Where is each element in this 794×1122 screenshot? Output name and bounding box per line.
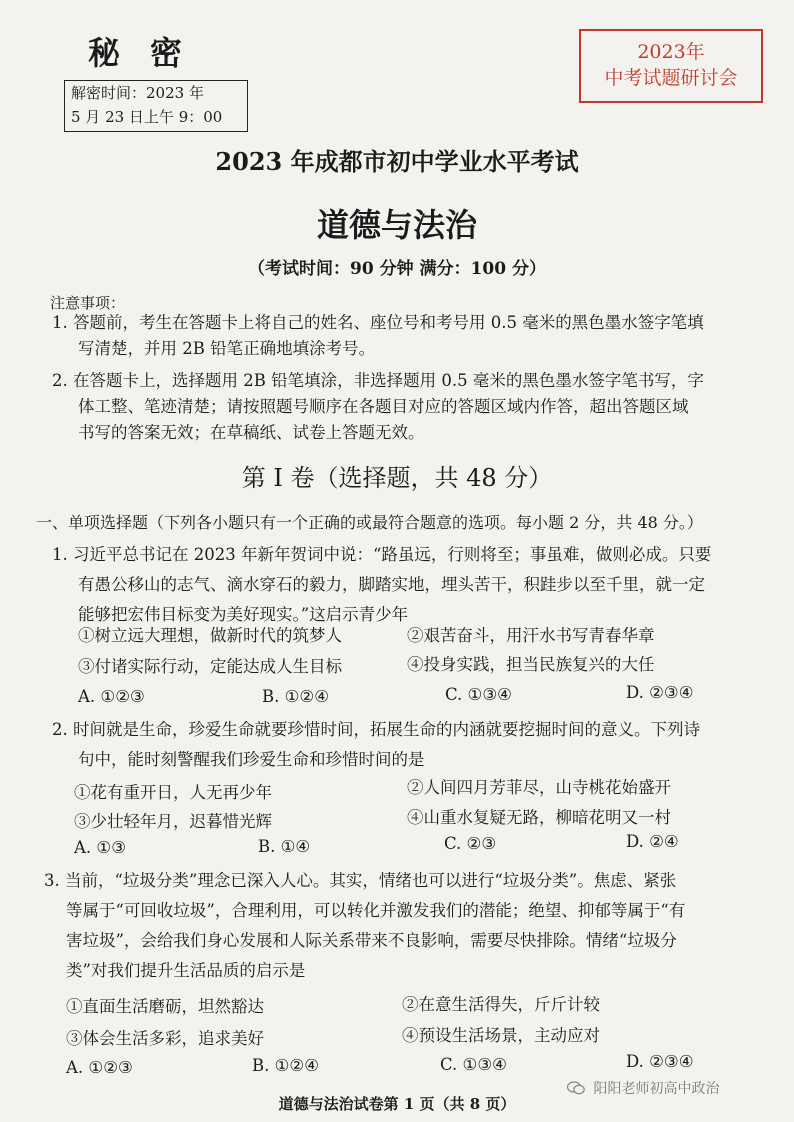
- watermark-text: 阳阳老师初高中政治: [593, 1081, 720, 1097]
- exam-title: 2023 年成都市初中学业水平考试: [215, 147, 579, 176]
- stem-line: 3. 当前，“垃圾分类”理念已深入人心。其实，情绪也可以进行“垃圾分类”。焦虑、紧张: [44, 871, 677, 890]
- note-line: 写清楚，并用 2B 铅笔正确地填涂考号。: [78, 339, 376, 358]
- question-3-answer-b: B. ①②④: [252, 1056, 319, 1075]
- page-footer: 道德与法治试卷第 1 页（共 8 页）: [278, 1095, 516, 1113]
- question-2-option-1: ①花有重开日，人无再少年: [74, 783, 272, 802]
- exam-info: （考试时间：90 分钟 满分：100 分）: [248, 259, 546, 279]
- question-3-answer-d: D. ②③④: [626, 1052, 694, 1071]
- stem-line: 能够把宏伟目标变为美好现实。”这启示青少年: [78, 605, 409, 624]
- question-2-option-4: ④山重水复疑无路，柳暗花明又一村: [407, 808, 671, 827]
- question-1-option-3: ③付诸实际行动，定能达成人生目标: [78, 657, 342, 676]
- question-2-option-3: ③少壮轻年月，迟暮惜光辉: [74, 812, 272, 831]
- question-2-answer-a: A. ①③: [74, 838, 126, 857]
- note-line: 体工整、笔迹清楚；请按照题号顺序在各题目对应的答题区域内作答，超出答题区域: [78, 397, 689, 416]
- subject-title: 道德与法治: [316, 206, 477, 244]
- watermark: [567, 1078, 719, 1098]
- question-3-option-3: ③体会生活多彩，追求美好: [66, 1029, 264, 1048]
- part-heading: 一、单项选择题（下列各小题只有一个正确的或最符合题意的选项。每小题 2 分，共 48 分。）: [36, 513, 703, 532]
- question-1-option-4: ④投身实践，担当民族复兴的大任: [407, 655, 655, 674]
- stem-line: 1. 习近平总书记在 2023 年新年贺词中说：“路虽远，行则将至；事虽难，做则必成。只要: [52, 545, 712, 564]
- question-1-stem: [52, 540, 782, 630]
- question-1-answer-a: A. ①②③: [78, 687, 145, 706]
- question-3-answer-a: A. ①②③: [66, 1058, 133, 1077]
- stem-line: 等属于“可回收垃圾”，合理利用，可以转化并激发我们的潜能；绝望、抑郁等属于“有: [66, 901, 686, 920]
- question-2-stem: [52, 715, 782, 775]
- conference-stamp: [579, 29, 763, 103]
- question-2-answer-b: B. ①④: [258, 837, 311, 856]
- stem-line: 有愚公移山的志气、滴水穿石的毅力，脚踏实地，埋头苦干，积跬步以至千里，就一定: [78, 575, 705, 594]
- question-1-answer-b: B. ①②④: [262, 687, 329, 706]
- stem-line: 2. 时间就是生命，珍爱生命就要珍惜时间，拓展生命的内涵就要挖掘时间的意义。下列诗: [52, 720, 700, 739]
- wechat-icon: [567, 1081, 585, 1095]
- stem-line: 害垃圾”，会给我们身心发展和人际关系带来不良影响，需要尽快排除。情绪“垃圾分: [66, 931, 677, 950]
- question-1-option-1: ①树立远大理想，做新时代的筑梦人: [78, 626, 342, 645]
- note-line: 2. 在答题卡上，选择题用 2B 铅笔填涂，非选择题用 0.5 毫米的黑色墨水签字笔书写，字: [52, 371, 704, 390]
- stamp-line-2: 中考试题研讨会: [604, 67, 738, 89]
- question-1-answer-c: C. ①③④: [445, 685, 512, 704]
- question-3-option-1: ①直面生活磨砺，坦然豁达: [66, 997, 264, 1016]
- question-2-answer-d: D. ②④: [626, 832, 679, 851]
- stem-line: 类”对我们提升生活品质的启示是: [66, 961, 306, 980]
- question-3-answer-c: C. ①③④: [440, 1055, 507, 1074]
- declassification-box: [64, 80, 248, 132]
- question-3-stem: [44, 866, 784, 986]
- question-2-option-2: ②人间四月芳菲尽，山寺桃花始盛开: [407, 778, 671, 797]
- question-1-answer-d: D. ②③④: [626, 683, 694, 702]
- declass-line-2: 5 月 23 日上午 9：00: [71, 108, 223, 126]
- note-1: [52, 310, 772, 362]
- question-3-option-2: ②在意生活得失，斤斤计较: [402, 995, 600, 1014]
- note-2: [52, 368, 772, 446]
- secret-label: 秘密: [88, 34, 213, 72]
- section-title: 第 I 卷（选择题，共 48 分）: [241, 464, 553, 492]
- question-3-option-4: ④预设生活场景，主动应对: [402, 1026, 600, 1045]
- declass-line-1: 解密时间：2023 年: [71, 84, 204, 102]
- question-1-option-2: ②艰苦奋斗，用汗水书写青春华章: [407, 626, 655, 645]
- question-2-answer-c: C. ②③: [444, 834, 497, 853]
- stamp-line-1: 2023年: [637, 41, 705, 63]
- notes-heading: 注意事项：: [50, 294, 126, 312]
- stem-line: 句中，能时刻警醒我们珍爱生命和珍惜时间的是: [78, 750, 425, 769]
- note-line: 1. 答题前，考生在答题卡上将自己的姓名、座位号和考号用 0.5 毫米的黑色墨水签字笔填: [52, 313, 704, 332]
- note-line: 书写的答案无效；在草稿纸、试卷上答题无效。: [78, 423, 425, 442]
